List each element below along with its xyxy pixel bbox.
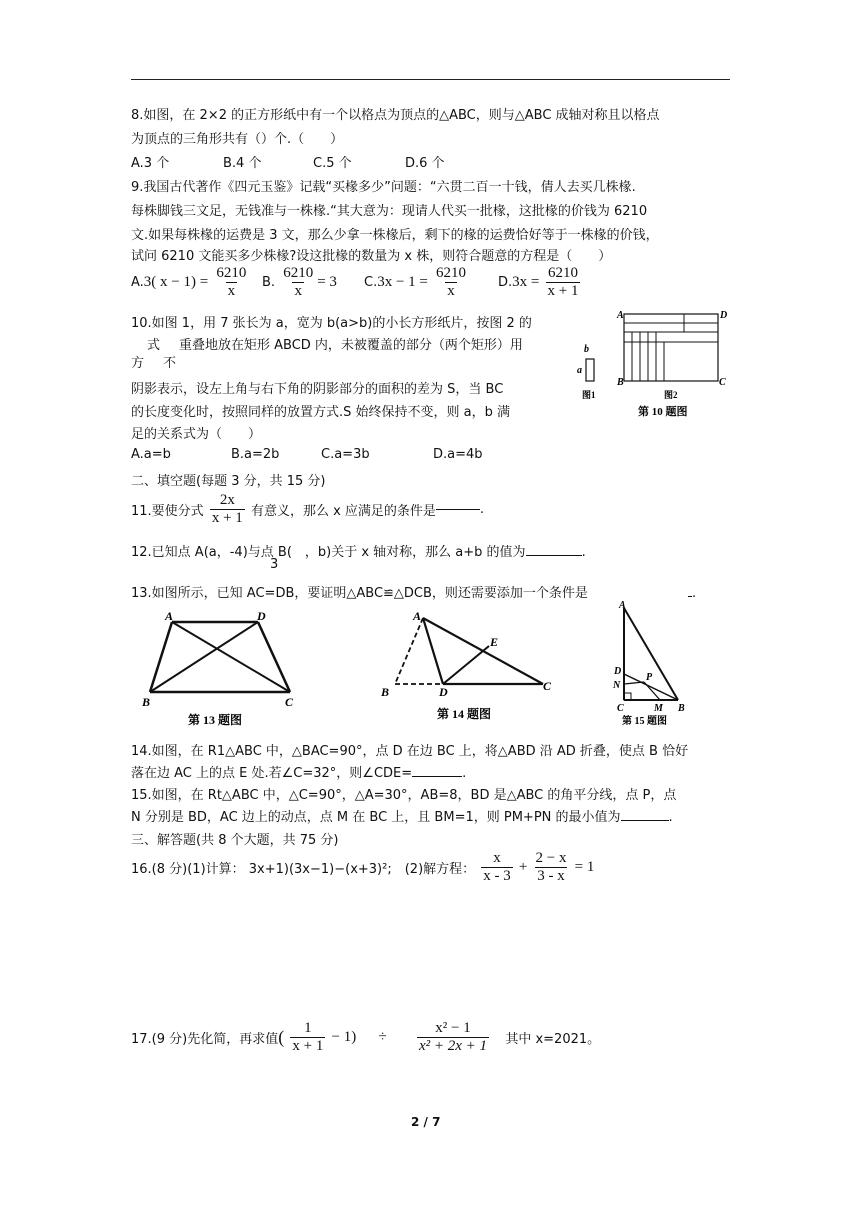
- fig2-label-c: C: [719, 377, 726, 388]
- svg-text:E: E: [490, 635, 499, 649]
- header-rule: [131, 79, 730, 80]
- q16-fraction-1: $\frac{x}{x - 3}$: [483, 850, 511, 884]
- q14-line1: 14.如图，在 R1△ABC 中，△BAC=90°，点 D 在边 BC 上，将△ABD 沿 AD 折叠，使点 B 恰好: [131, 744, 689, 759]
- svg-text:C: C: [285, 695, 294, 709]
- fig2-rectangle-abcd: [624, 314, 718, 381]
- fig13-diagonal-bd: [150, 622, 258, 692]
- q10-option-c: C.a=3b: [321, 447, 370, 462]
- q9-option-c: C.3x − 1 = $\frac{6210}{x}$: [364, 265, 467, 299]
- q8-option-d: D.6 个: [405, 156, 445, 171]
- q10-line2a: 式: [147, 338, 161, 353]
- svg-text:D: D: [614, 666, 622, 677]
- q13-line: 13.如图所示，已知 AC=DB，要证明△ABC≌△DCB，则还需要添加一个条件是: [131, 586, 588, 601]
- fig10-caption: 第 10 题图: [638, 406, 688, 418]
- svg-text:A: A: [619, 600, 626, 611]
- q10-line1: 10.如图 1，用 7 张长为 a，宽为 b(a>b)的小长方形纸片，按图 2 的: [131, 316, 532, 331]
- q9-option-b-fraction: $\frac{6210}{x}$: [283, 265, 314, 299]
- svg-text:N: N: [613, 680, 621, 691]
- q13-end: .: [688, 582, 696, 601]
- svg-text:D: D: [439, 685, 448, 699]
- q14-answer-blank[interactable]: [412, 762, 462, 777]
- fig2-label-d: D: [720, 310, 728, 321]
- q9-option-d: D.3x = $\frac{6210}{x + 1}$: [498, 265, 579, 299]
- fig15-caption: 第 15 题图: [622, 716, 667, 727]
- q9-option-c-fraction: $\frac{6210}{x}$: [436, 265, 467, 299]
- q10-line6: 足的关系式为（ ）: [131, 427, 262, 442]
- q16-line: 16.(8 分)(1)计算： 3x+1)(3x−1)−(x+3)²; (2)解方程： $\frac{x}{x - 3}$ + $\frac{2 - x}{3 - x}$ = 1: [131, 850, 595, 884]
- svg-text:B: B: [142, 695, 151, 709]
- q12-line: 12.已知点 A(a，-4)与点 B( ，b)关于 x 轴对称，那么 a+b 的值为 .: [131, 541, 586, 560]
- svg-text:M: M: [654, 703, 663, 714]
- svg-text:P: P: [646, 672, 653, 683]
- svg-text:B: B: [381, 685, 390, 699]
- fig1-small-rectangle: [586, 359, 594, 381]
- fig13-diagonal-ac: [172, 622, 290, 692]
- fig13-side-ab: [150, 622, 172, 692]
- q9-line1: 9.我国古代著作《四元玉鉴》记载“买椽多少”问题：“六贯二百一十钱，倩人去买几株椽.: [131, 180, 636, 195]
- q8-option-a: A.3 个: [131, 156, 170, 171]
- q10-line3a: 方: [131, 356, 145, 371]
- svg-text:D: D: [257, 609, 266, 623]
- q9-line3: 文.如果每株椽的运费是 3 文，那么少拿一株椽后，剩下的椽的运费恰好等于一株椽的价钱，: [131, 228, 659, 243]
- section2-title: 二、填空题(每题 3 分，共 15 分): [131, 474, 326, 489]
- svg-text:A: A: [413, 609, 422, 623]
- q9-option-b: B. $\frac{6210}{x}$ = 3: [262, 265, 337, 299]
- fig15: [608, 598, 698, 728]
- q12-subscript: 3: [270, 557, 279, 572]
- q8-option-c: C.5 个: [313, 156, 352, 171]
- q9-option-a-fraction: $\frac{6210}{x}$: [216, 265, 247, 299]
- fig14-caption: 第 14 题图: [437, 707, 492, 721]
- fig1-label-b: b: [584, 344, 589, 355]
- q8-option-b: B.4 个: [223, 156, 262, 171]
- fig13-caption: 第 13 题图: [188, 713, 243, 727]
- section3-title: 三、解答题(共 8 个大题，共 75 分): [131, 833, 339, 848]
- q17-fraction-2: $\frac{\text{x² − 1}}{\text{x² + 2x + 1}}$: [419, 1020, 488, 1054]
- fig14-de: [443, 646, 489, 684]
- q10-line4: 阴影表示，设左上角与右下角的阴影部分的面积的差为 S，当 BC: [131, 382, 504, 397]
- q10-option-a: A.a=b: [131, 447, 171, 462]
- q10-line5: 的长度变化时，按照同样的放置方式.S 始终保持不变，则 a，b 满: [131, 405, 510, 420]
- q9-option-a: A.3( x − 1) = $\frac{6210}{x}$: [131, 265, 247, 299]
- q10-option-d: D.a=4b: [433, 447, 483, 462]
- q16-fraction-2: $\frac{2 - x}{3 - x}$: [535, 850, 567, 884]
- q14-line2: 落在边 AC 上的点 E 处.若∠C=32°，则∠CDE= .: [131, 762, 466, 781]
- q11-line: 11.要使分式 $\frac{2x}{x + 1}$ 有意义，那么 x 应满足的条件是 .: [131, 492, 485, 526]
- q11-answer-blank[interactable]: [436, 509, 480, 510]
- fig1-caption: 图1: [582, 390, 596, 400]
- q17-line: 17.(9 分)先化简，再求值( $\frac{1}{x + 1}$ − 1) ÷ $\frac{\text{x² − 1}}{\text{x² + 2x + 1}}$ 其中 x=2021。: [131, 1020, 601, 1054]
- q9-option-d-fraction: $\frac{6210}{x + 1}$: [547, 265, 579, 299]
- fig13: [140, 606, 310, 730]
- fig2-label-b: B: [617, 377, 624, 388]
- fig1-label-a: a: [577, 365, 582, 376]
- q10-line2b: 重叠地放在矩形 ABCD 内，未被覆盖的部分（两个矩形）用: [179, 338, 523, 353]
- svg-text:B: B: [678, 703, 685, 714]
- q10-option-b: B.a=2b: [231, 447, 280, 462]
- q15-line1: 15.如图，在 Rt△ABC 中，△C=90°，△A=30°，AB=8，BD 是△ABC 的角平分线，点 P，点: [131, 788, 677, 803]
- q15-answer-blank[interactable]: [621, 806, 669, 821]
- svg-text:C: C: [617, 703, 624, 714]
- fig14: [375, 606, 565, 726]
- q8-line2: 为顶点的三角形共有（）个.（ ）: [131, 132, 344, 147]
- q10-figure: [576, 306, 736, 422]
- q15-line2: N 分别是 BD，AC 边上的动点，点 M 在 BC 上，且 BM=1，则 PM+PN 的最小值为 .: [131, 806, 673, 825]
- svg-text:A: A: [165, 609, 174, 623]
- fig2-caption: 图2: [664, 390, 678, 400]
- page-number: 2 / 7: [411, 1115, 441, 1129]
- q12-answer-blank[interactable]: [526, 541, 582, 556]
- svg-text:C: C: [543, 679, 552, 693]
- q11-fraction: $\frac{2x}{x + 1}$: [211, 492, 243, 526]
- q9-line2: 每株脚钱三文足，无钱准与一株椽.“其大意为：现请人代买一批椽，这批椽的价钱为 6210: [131, 204, 648, 219]
- fig14-dashed-ab: [395, 618, 423, 684]
- q17-fraction-1: $\frac{1}{x + 1}$: [292, 1020, 324, 1054]
- q8-line1: 8.如图，在 2×2 的正方形纸中有一个以格点为顶点的△ABC，则与△ABC 成轴对称且以格点: [131, 108, 660, 123]
- q10-line3b: 不: [163, 356, 177, 371]
- q9-line4: 试问 6210 文能买多少株椽?设这批椽的数量为 x 株，则符合题意的方程是（ ）: [131, 249, 612, 264]
- fig2-label-a: A: [617, 310, 624, 321]
